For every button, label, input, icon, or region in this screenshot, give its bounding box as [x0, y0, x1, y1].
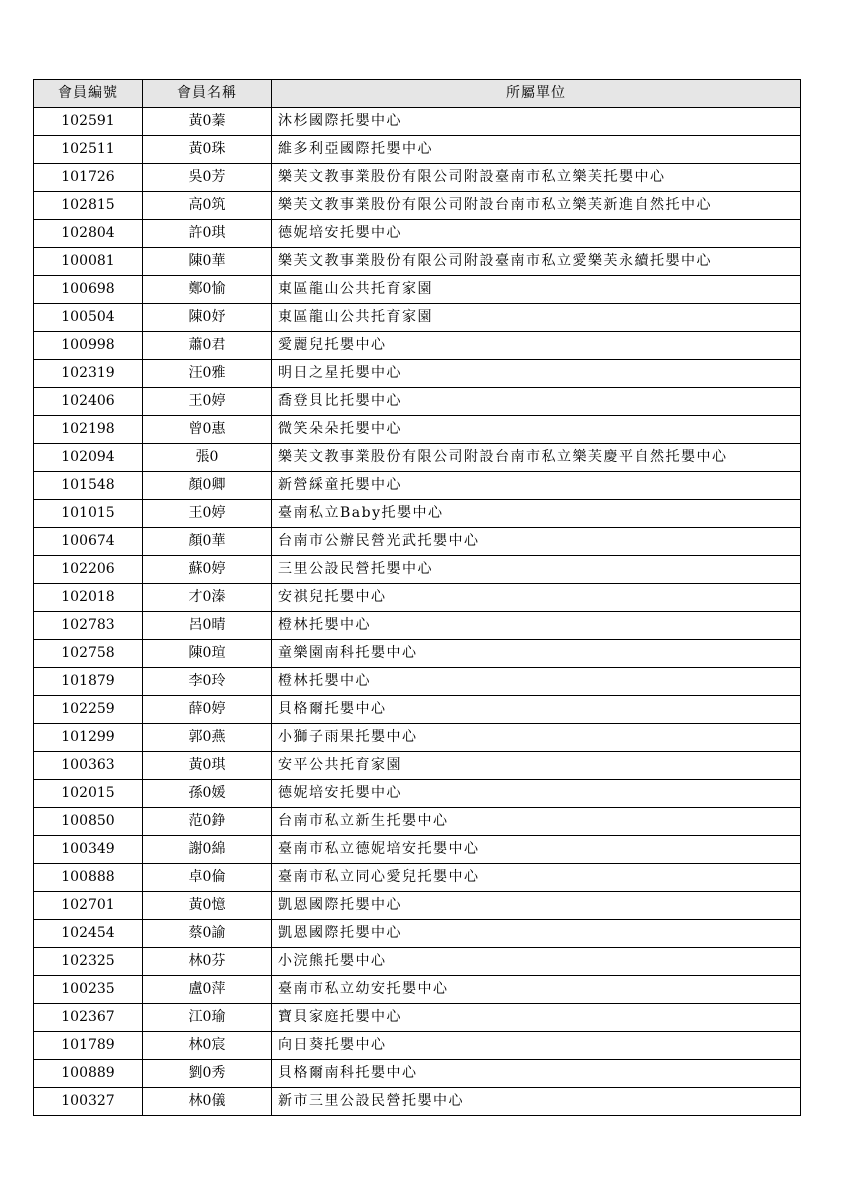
organization-cell: 新營綵童托嬰中心	[272, 472, 801, 500]
member-name-cell: 黃0蓁	[143, 108, 272, 136]
table-row	[34, 220, 801, 248]
organization-cell: 台南市公辦民營光武托嬰中心	[272, 528, 801, 556]
header-member-id: 會員編號	[34, 80, 143, 108]
member-name-cell: 鄭0愉	[143, 276, 272, 304]
organization-cell: 樂芙文教事業股份有限公司附設臺南市私立樂芙托嬰中心	[272, 164, 801, 192]
member-id-cell: 100235	[34, 976, 143, 1004]
member-id-cell: 102367	[34, 1004, 143, 1032]
organization-cell: 臺南市私立德妮培安托嬰中心	[272, 836, 801, 864]
member-id-cell: 101015	[34, 500, 143, 528]
member-name-cell: 李0玲	[143, 668, 272, 696]
member-name-cell: 蔡0諭	[143, 920, 272, 948]
organization-cell: 維多利亞國際托嬰中心	[272, 136, 801, 164]
organization-cell: 貝格爾托嬰中心	[272, 696, 801, 724]
table-row	[34, 444, 801, 472]
table-row	[34, 416, 801, 444]
member-id-cell: 102701	[34, 892, 143, 920]
organization-cell: 凱恩國際托嬰中心	[272, 920, 801, 948]
member-name-cell: 陳0華	[143, 248, 272, 276]
table-row	[34, 696, 801, 724]
member-id-cell: 102015	[34, 780, 143, 808]
member-name-cell: 曾0惠	[143, 416, 272, 444]
table-row	[34, 1032, 801, 1060]
organization-cell: 寶貝家庭托嬰中心	[272, 1004, 801, 1032]
organization-cell: 台南市私立新生托嬰中心	[272, 808, 801, 836]
organization-cell: 東區龍山公共托育家園	[272, 304, 801, 332]
member-name-cell: 王0婷	[143, 500, 272, 528]
member-id-cell: 102758	[34, 640, 143, 668]
organization-cell: 臺南市私立同心愛兒托嬰中心	[272, 864, 801, 892]
organization-cell: 三里公設民營托嬰中心	[272, 556, 801, 584]
table-row	[34, 276, 801, 304]
table-row	[34, 1060, 801, 1088]
table-row	[34, 164, 801, 192]
organization-cell: 臺南市私立幼安托嬰中心	[272, 976, 801, 1004]
member-name-cell: 林0芬	[143, 948, 272, 976]
table-row	[34, 528, 801, 556]
table-row	[34, 780, 801, 808]
organization-cell: 樂芙文教事業股份有限公司附設台南市私立樂芙新進自然托中心	[272, 192, 801, 220]
member-id-cell: 100888	[34, 864, 143, 892]
member-name-cell: 張0	[143, 444, 272, 472]
member-name-cell: 吳0芳	[143, 164, 272, 192]
organization-cell: 新市三里公設民營托嬰中心	[272, 1088, 801, 1116]
member-id-cell: 102804	[34, 220, 143, 248]
table-row	[34, 976, 801, 1004]
organization-cell: 安平公共托育家園	[272, 752, 801, 780]
member-table	[33, 79, 801, 1116]
member-name-cell: 陳0妤	[143, 304, 272, 332]
table-row	[34, 640, 801, 668]
member-name-cell: 林0儀	[143, 1088, 272, 1116]
organization-cell: 微笑朵朵托嬰中心	[272, 416, 801, 444]
organization-cell: 沐杉國際托嬰中心	[272, 108, 801, 136]
header-member-name: 會員名稱	[143, 80, 272, 108]
table-row	[34, 388, 801, 416]
member-id-cell: 102783	[34, 612, 143, 640]
table-row	[34, 752, 801, 780]
organization-cell: 貝格爾南科托嬰中心	[272, 1060, 801, 1088]
member-id-cell: 100327	[34, 1088, 143, 1116]
organization-cell: 愛麗兒托嬰中心	[272, 332, 801, 360]
member-name-cell: 卓0倫	[143, 864, 272, 892]
table-row	[34, 500, 801, 528]
member-id-cell: 102094	[34, 444, 143, 472]
member-name-cell: 顏0卿	[143, 472, 272, 500]
organization-cell: 向日葵托嬰中心	[272, 1032, 801, 1060]
member-id-cell: 100081	[34, 248, 143, 276]
table-header	[34, 80, 801, 108]
member-id-cell: 100504	[34, 304, 143, 332]
member-id-cell: 101726	[34, 164, 143, 192]
organization-cell: 德妮培安托嬰中心	[272, 220, 801, 248]
organization-cell: 橙林托嬰中心	[272, 612, 801, 640]
member-id-cell: 101879	[34, 668, 143, 696]
table-row	[34, 1088, 801, 1116]
table-row	[34, 192, 801, 220]
member-name-cell: 孫0媛	[143, 780, 272, 808]
table-row	[34, 332, 801, 360]
table-row	[34, 724, 801, 752]
table-body	[34, 108, 801, 1116]
member-name-cell: 林0宸	[143, 1032, 272, 1060]
member-id-cell: 102198	[34, 416, 143, 444]
organization-cell: 樂芙文教事業股份有限公司附設台南市私立樂芙慶平自然托嬰中心	[272, 444, 801, 472]
member-id-cell: 100698	[34, 276, 143, 304]
member-name-cell: 黃0琪	[143, 752, 272, 780]
member-id-cell: 102815	[34, 192, 143, 220]
member-name-cell: 薛0婷	[143, 696, 272, 724]
header-row	[34, 80, 801, 108]
organization-cell: 安祺兒托嬰中心	[272, 584, 801, 612]
organization-cell: 東區龍山公共托育家園	[272, 276, 801, 304]
table-row	[34, 892, 801, 920]
member-id-cell: 102018	[34, 584, 143, 612]
member-name-cell: 范0錚	[143, 808, 272, 836]
member-name-cell: 才0溱	[143, 584, 272, 612]
member-name-cell: 汪0雅	[143, 360, 272, 388]
organization-cell: 喬登貝比托嬰中心	[272, 388, 801, 416]
member-name-cell: 江0瑜	[143, 1004, 272, 1032]
member-name-cell: 蘇0婷	[143, 556, 272, 584]
table-row	[34, 472, 801, 500]
table-row	[34, 136, 801, 164]
member-id-cell: 102454	[34, 920, 143, 948]
organization-cell: 德妮培安托嬰中心	[272, 780, 801, 808]
organization-cell: 橙林托嬰中心	[272, 668, 801, 696]
member-name-cell: 盧0萍	[143, 976, 272, 1004]
organization-cell: 明日之星托嬰中心	[272, 360, 801, 388]
member-name-cell: 黃0憶	[143, 892, 272, 920]
organization-cell: 小獅子雨果托嬰中心	[272, 724, 801, 752]
member-id-cell: 101548	[34, 472, 143, 500]
member-id-cell: 102591	[34, 108, 143, 136]
table-row	[34, 808, 801, 836]
table-row	[34, 108, 801, 136]
member-name-cell: 蕭0君	[143, 332, 272, 360]
table-row	[34, 556, 801, 584]
member-name-cell: 顏0華	[143, 528, 272, 556]
member-id-cell: 100363	[34, 752, 143, 780]
member-id-cell: 100674	[34, 528, 143, 556]
member-id-cell: 101789	[34, 1032, 143, 1060]
member-id-cell: 102511	[34, 136, 143, 164]
table-row	[34, 1004, 801, 1032]
table-row	[34, 836, 801, 864]
member-name-cell: 陳0瑄	[143, 640, 272, 668]
member-id-cell: 100850	[34, 808, 143, 836]
member-name-cell: 黃0珠	[143, 136, 272, 164]
organization-cell: 凱恩國際托嬰中心	[272, 892, 801, 920]
table-row	[34, 864, 801, 892]
table-row	[34, 668, 801, 696]
member-id-cell: 102325	[34, 948, 143, 976]
table-row	[34, 248, 801, 276]
member-name-cell: 謝0綿	[143, 836, 272, 864]
member-name-cell: 許0琪	[143, 220, 272, 248]
member-id-cell: 102259	[34, 696, 143, 724]
table-row	[34, 920, 801, 948]
member-name-cell: 劉0秀	[143, 1060, 272, 1088]
member-name-cell: 高0筑	[143, 192, 272, 220]
organization-cell: 樂芙文教事業股份有限公司附設臺南市私立愛樂芙永續托嬰中心	[272, 248, 801, 276]
member-id-cell: 102406	[34, 388, 143, 416]
member-id-cell: 102206	[34, 556, 143, 584]
member-id-cell: 101299	[34, 724, 143, 752]
table-row	[34, 304, 801, 332]
table-row	[34, 948, 801, 976]
organization-cell: 小浣熊托嬰中心	[272, 948, 801, 976]
member-id-cell: 100998	[34, 332, 143, 360]
member-id-cell: 100889	[34, 1060, 143, 1088]
member-name-cell: 呂0晴	[143, 612, 272, 640]
table-row	[34, 584, 801, 612]
member-name-cell: 郭0燕	[143, 724, 272, 752]
member-id-cell: 102319	[34, 360, 143, 388]
organization-cell: 童樂園南科托嬰中心	[272, 640, 801, 668]
table-row	[34, 612, 801, 640]
member-name-cell: 王0婷	[143, 388, 272, 416]
organization-cell: 臺南私立Baby托嬰中心	[272, 500, 801, 528]
member-id-cell: 100349	[34, 836, 143, 864]
table-row	[34, 360, 801, 388]
header-organization: 所屬單位	[272, 80, 801, 108]
